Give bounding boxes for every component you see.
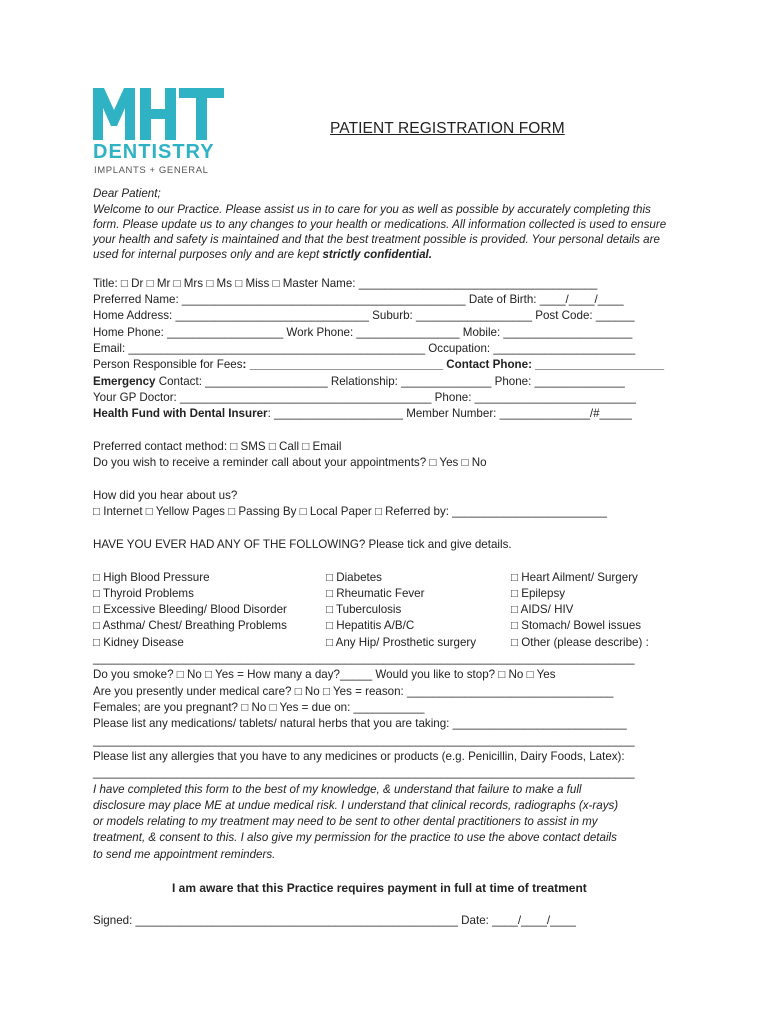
allergies-line[interactable]: ____________________________________________________________________________________ — [93, 766, 635, 779]
hear-about-question: How did you hear about us? — [93, 489, 238, 502]
history-details-line[interactable]: ____________________________________________________________________________________ — [93, 652, 635, 665]
condition-checkbox[interactable]: □ Other (please describe) : — [511, 636, 649, 649]
condition-checkbox[interactable]: □ Epilepsy — [511, 587, 566, 600]
condition-checkbox[interactable]: □ Hepatitis A/B/C — [326, 619, 415, 632]
smoke-question[interactable]: Do you smoke? □ No □ Yes = How many a day?_____ Would you like to stop? □ No □ Yes — [93, 668, 556, 681]
declaration-line: treatment, & consent to this. I also give my permission for the practice to use the above contact details — [93, 831, 617, 844]
intro-line-1: Welcome to our Practice. Please assist us in to care for you as well as possible by accurately completing this — [93, 203, 651, 216]
payment-notice: I am aware that this Practice requires payment in full at time of treatment — [172, 881, 587, 895]
medications-line[interactable]: ____________________________________________________________________________________ — [93, 734, 635, 747]
condition-checkbox[interactable]: □ Tuberculosis — [326, 603, 402, 616]
signature-date-row[interactable]: Signed: __________________________________________________ Date: ____/____/____ — [93, 914, 576, 927]
mht-logo-mark — [93, 88, 224, 140]
phones-row[interactable]: Home Phone: __________________ Work Phone: ________________ Mobile: ____________________ — [93, 326, 633, 339]
condition-checkbox[interactable]: □ Any Hip/ Prosthetic surgery — [326, 636, 477, 649]
condition-checkbox[interactable]: □ Heart Ailment/ Surgery — [511, 571, 638, 584]
condition-checkbox[interactable]: □ Excessive Bleeding/ Blood Disorder — [93, 603, 287, 616]
logo-implants-general: IMPLANTS + GENERAL — [94, 165, 209, 176]
condition-checkbox[interactable]: □ Rheumatic Fever — [326, 587, 425, 600]
condition-checkbox[interactable]: □ Stomach/ Bowel issues — [511, 619, 642, 632]
form-title: PATIENT REGISTRATION FORM — [330, 120, 565, 137]
hear-about-options[interactable]: □ Internet □ Yellow Pages □ Passing By □ Local Paper □ Referred by: ________________________ — [93, 505, 607, 518]
reminder-question[interactable]: Do you wish to receive a reminder call about your appointments? □ Yes □ No — [93, 456, 487, 469]
health-fund-row[interactable]: Health Fund with Dental Insurer: ____________________ Member Number: ______________/#_____ — [93, 407, 632, 420]
declaration-line: to send me appointment reminders. — [93, 848, 276, 861]
condition-checkbox[interactable]: □ Diabetes — [326, 571, 382, 584]
confidential-emphasis: strictly confidential. — [322, 248, 432, 261]
fees-responsible-row[interactable]: Person Responsible for Fees: ______________________________ Contact Phone: ____________________ — [93, 358, 665, 371]
condition-checkbox[interactable]: □ Thyroid Problems — [93, 587, 194, 600]
emergency-contact-row[interactable]: Emergency Contact: ___________________ Relationship: ______________ Phone: ______________ — [93, 375, 625, 388]
allergies-question: Please list any allergies that you have to any medicines or products (e.g. Penicillin, Dairy Foods, Latex): — [93, 750, 625, 763]
declaration-line: I have completed this form to the best of my knowledge, & understand that failure to make a full — [93, 783, 582, 796]
pregnancy-question[interactable]: Females; are you pregnant? □ No □ Yes = due on: ___________ — [93, 701, 425, 714]
gp-doctor-row[interactable]: Your GP Doctor: _______________________________________ Phone: _________________________ — [93, 391, 636, 404]
practice-logo — [93, 88, 228, 178]
declaration-line: or models relating to my treatment may need to be sent to other dental practitioners to assist in my — [93, 815, 598, 828]
title-name-row[interactable]: Title: □ Dr □ Mr □ Mrs □ Ms □ Miss □ Master Name: _____________________________________ — [93, 277, 598, 290]
logo-dentistry: DENTISTRY — [93, 141, 215, 163]
intro-line-2: form. Please update us to any changes to your health or medications. All information collected is used to ensure — [93, 218, 667, 231]
email-occupation-row[interactable]: Email: ______________________________________________ Occupation: ______________________ — [93, 342, 636, 355]
condition-checkbox[interactable]: □ Kidney Disease — [93, 636, 184, 649]
intro-line-3: your health and safety is maintained and that the best treatment possible is provided. Your personal details are — [93, 233, 660, 246]
preferred-name-dob-row[interactable]: Preferred Name: ____________________________________________ Date of Birth: ____/____/____ — [93, 293, 624, 306]
declaration-line: disclosure may place ME at undue medical risk. I understand that clinical records, radiographs (x-rays) — [93, 799, 619, 812]
condition-checkbox[interactable]: □ Asthma/ Chest/ Breathing Problems — [93, 619, 287, 632]
condition-checkbox[interactable]: □ High Blood Pressure — [93, 571, 210, 584]
address-row[interactable]: Home Address: ______________________________ Suburb: __________________ Post Code: ______ — [93, 309, 635, 322]
intro-line-4: used for internal purposes only and are kept strictly confidential. — [93, 248, 432, 261]
medications-question[interactable]: Please list any medications/ tablets/ natural herbs that you are taking: ___________________________ — [93, 717, 627, 730]
condition-checkbox[interactable]: □ AIDS/ HIV — [511, 603, 574, 616]
history-heading: HAVE YOU EVER HAD ANY OF THE FOLLOWING? Please tick and give details. — [93, 538, 512, 551]
intro-greeting: Dear Patient; — [93, 187, 161, 200]
medical-care-question[interactable]: Are you presently under medical care? □ No □ Yes = reason: ________________________________ — [93, 685, 614, 698]
preferred-contact-method[interactable]: Preferred contact method: □ SMS □ Call □ Email — [93, 440, 342, 453]
